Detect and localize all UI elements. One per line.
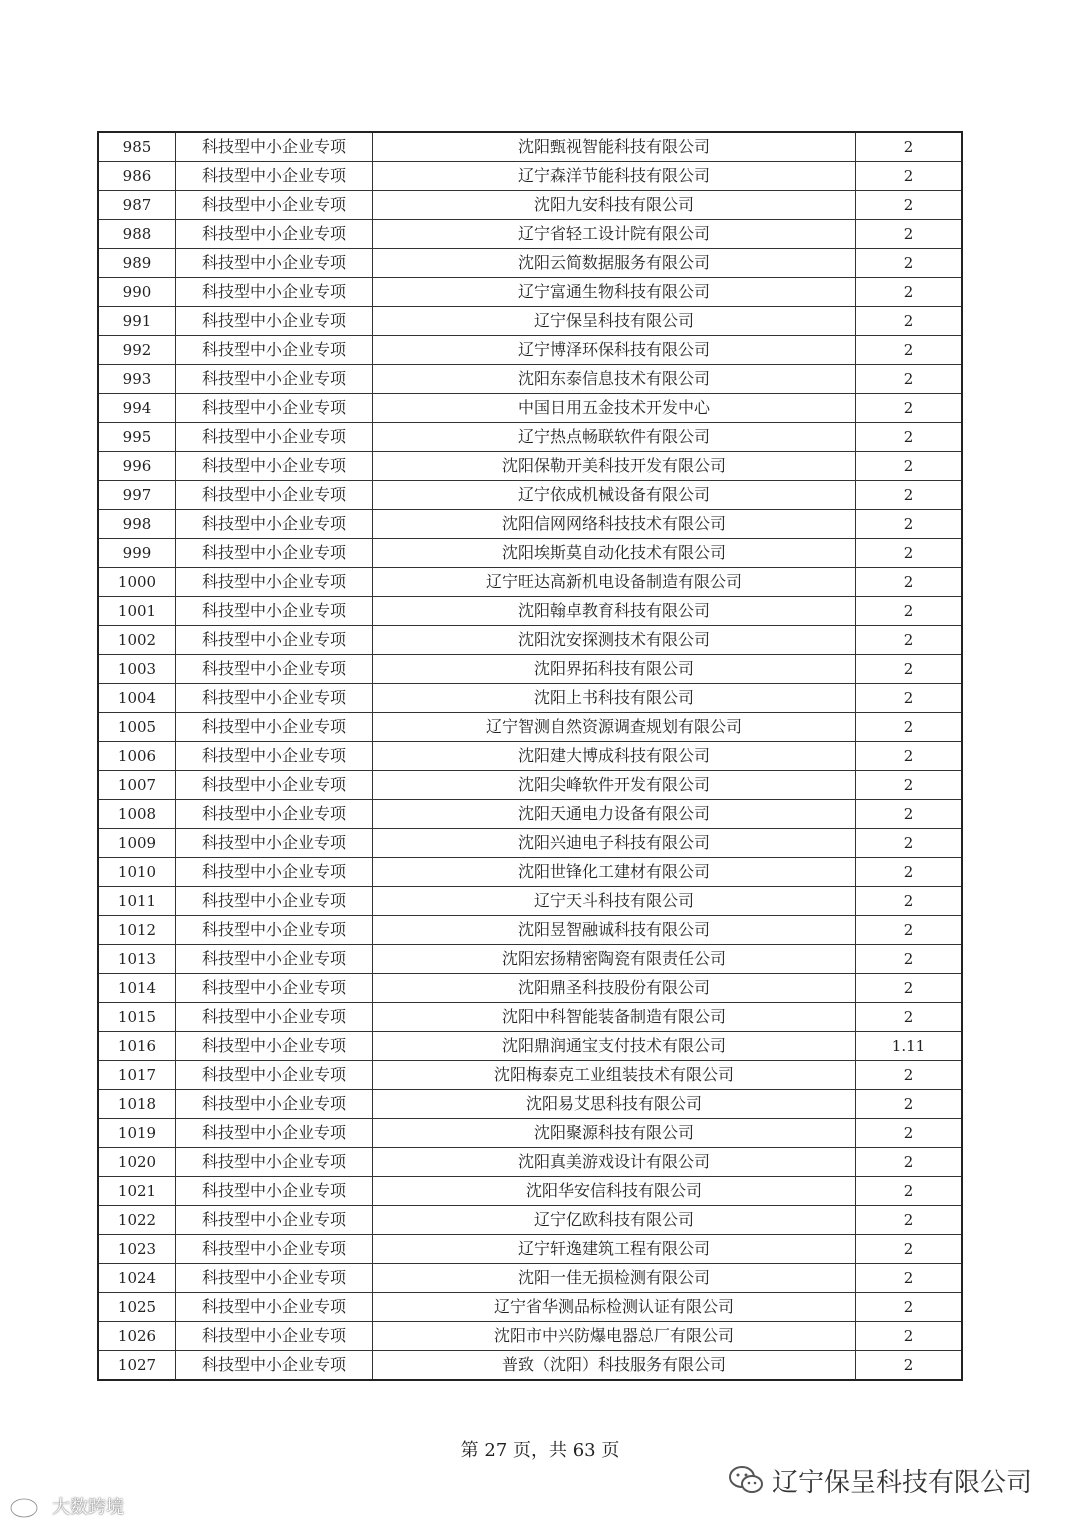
company-name-cell: 沈阳云简数据服务有限公司 [373,249,856,278]
table-row [98,191,962,220]
program-cell: 科技型中小企业专项 [176,1293,373,1322]
company-name-cell: 沈阳华安信科技有限公司 [373,1177,856,1206]
weibo-watermark [8,1491,124,1521]
table-row [98,452,962,481]
program-cell: 科技型中小企业专项 [176,1003,373,1032]
program-cell: 科技型中小企业专项 [176,655,373,684]
amount-cell: 2 [856,1351,963,1381]
table-row [98,249,962,278]
wechat-icon [728,1465,764,1495]
amount-cell: 2 [856,1090,963,1119]
amount-cell: 2 [856,945,963,974]
program-cell: 科技型中小企业专项 [176,800,373,829]
table-row [98,1032,962,1061]
table-row [98,626,962,655]
program-cell: 科技型中小企业专项 [176,162,373,191]
company-name-cell: 辽宁省华测品标检测认证有限公司 [373,1293,856,1322]
weibo-icon [8,1493,48,1519]
program-cell: 科技型中小企业专项 [176,1235,373,1264]
table-row [98,713,962,742]
row-index-cell: 1000 [98,568,176,597]
company-name-cell: 沈阳鼎润通宝支付技术有限公司 [373,1032,856,1061]
row-index-cell: 988 [98,220,176,249]
amount-cell: 2 [856,307,963,336]
row-index-cell: 990 [98,278,176,307]
amount-cell: 2 [856,1003,963,1032]
table-row [98,336,962,365]
table-row [98,858,962,887]
company-name-cell: 沈阳东泰信息技术有限公司 [373,365,856,394]
program-cell: 科技型中小企业专项 [176,945,373,974]
amount-cell: 2 [856,1119,963,1148]
company-name-cell: 辽宁依成机械设备有限公司 [373,481,856,510]
company-name-cell: 沈阳昱智融诚科技有限公司 [373,916,856,945]
row-index-cell: 1025 [98,1293,176,1322]
company-name-cell: 沈阳真美游戏设计有限公司 [373,1148,856,1177]
table-row [98,1090,962,1119]
program-cell: 科技型中小企业专项 [176,829,373,858]
table-row [98,394,962,423]
amount-cell: 2 [856,1206,963,1235]
row-index-cell: 1014 [98,974,176,1003]
row-index-cell: 989 [98,249,176,278]
company-name-cell: 沈阳世锋化工建材有限公司 [373,858,856,887]
amount-cell: 2 [856,1061,963,1090]
wechat-watermark [728,1460,1032,1500]
amount-cell: 2 [856,597,963,626]
company-name-cell: 辽宁智测自然资源调查规划有限公司 [373,713,856,742]
page-number: 第 27 页，共 63 页 [460,1440,620,1461]
amount-cell: 2 [856,916,963,945]
row-index-cell: 986 [98,162,176,191]
program-cell: 科技型中小企业专项 [176,307,373,336]
company-name-cell: 普致（沈阳）科技服务有限公司 [373,1351,856,1381]
amount-cell: 2 [856,655,963,684]
row-index-cell: 1027 [98,1351,176,1381]
amount-cell: 2 [856,510,963,539]
company-name-cell: 沈阳保勒开美科技开发有限公司 [373,452,856,481]
row-index-cell: 1011 [98,887,176,916]
program-cell: 科技型中小企业专项 [176,510,373,539]
amount-cell: 2 [856,1235,963,1264]
table-row [98,1119,962,1148]
amount-cell: 2 [856,887,963,916]
table-row [98,1235,962,1264]
company-name-cell: 辽宁森洋节能科技有限公司 [373,162,856,191]
program-cell: 科技型中小企业专项 [176,713,373,742]
amount-cell: 2 [856,1293,963,1322]
row-index-cell: 1018 [98,1090,176,1119]
amount-cell: 2 [856,800,963,829]
company-name-cell: 辽宁热点畅联软件有限公司 [373,423,856,452]
company-name-cell: 沈阳市中兴防爆电器总厂有限公司 [373,1322,856,1351]
row-index-cell: 1026 [98,1322,176,1351]
program-cell: 科技型中小企业专项 [176,249,373,278]
company-name-cell: 沈阳尖峰软件开发有限公司 [373,771,856,800]
company-name-cell: 辽宁亿欧科技有限公司 [373,1206,856,1235]
table-row [98,771,962,800]
amount-cell: 2 [856,713,963,742]
program-cell: 科技型中小企业专项 [176,1351,373,1381]
table-row [98,945,962,974]
company-name-cell: 辽宁保呈科技有限公司 [373,307,856,336]
amount-cell: 2 [856,394,963,423]
table-row [98,916,962,945]
program-cell: 科技型中小企业专项 [176,481,373,510]
amount-cell: 2 [856,974,963,1003]
company-name-cell: 沈阳一佳无损检测有限公司 [373,1264,856,1293]
program-cell: 科技型中小企业专项 [176,1119,373,1148]
table-row [98,539,962,568]
table-row [98,742,962,771]
amount-cell: 2 [856,336,963,365]
amount-cell: 2 [856,249,963,278]
row-index-cell: 991 [98,307,176,336]
row-index-cell: 1006 [98,742,176,771]
amount-cell: 2 [856,191,963,220]
company-name-cell: 沈阳信网网络科技技术有限公司 [373,510,856,539]
amount-cell: 1.11 [856,1032,963,1061]
program-cell: 科技型中小企业专项 [176,742,373,771]
row-index-cell: 1015 [98,1003,176,1032]
table-row [98,162,962,191]
table-row [98,1351,962,1381]
company-name-cell: 沈阳埃斯莫自动化技术有限公司 [373,539,856,568]
company-name-cell: 中国日用五金技术开发中心 [373,394,856,423]
row-index-cell: 1007 [98,771,176,800]
amount-cell: 2 [856,1177,963,1206]
table-row [98,278,962,307]
amount-cell: 2 [856,1264,963,1293]
row-index-cell: 1020 [98,1148,176,1177]
table-row [98,481,962,510]
table-row [98,1293,962,1322]
amount-cell: 2 [856,162,963,191]
company-name-cell: 沈阳聚源科技有限公司 [373,1119,856,1148]
program-cell: 科技型中小企业专项 [176,191,373,220]
table-row [98,423,962,452]
table-row [98,655,962,684]
table-row [98,220,962,249]
program-cell: 科技型中小企业专项 [176,597,373,626]
table-row [98,597,962,626]
amount-cell: 2 [856,742,963,771]
company-name-cell: 沈阳鼎圣科技股份有限公司 [373,974,856,1003]
amount-cell: 2 [856,220,963,249]
company-name-cell: 辽宁省轻工设计院有限公司 [373,220,856,249]
company-name-cell: 辽宁富通生物科技有限公司 [373,278,856,307]
amount-cell: 2 [856,452,963,481]
row-index-cell: 1004 [98,684,176,713]
row-index-cell: 996 [98,452,176,481]
amount-cell: 2 [856,568,963,597]
row-index-cell: 1017 [98,1061,176,1090]
table-row [98,510,962,539]
program-cell: 科技型中小企业专项 [176,626,373,655]
company-name-cell: 辽宁天斗科技有限公司 [373,887,856,916]
amount-cell: 2 [856,771,963,800]
table-row [98,974,962,1003]
row-index-cell: 1021 [98,1177,176,1206]
row-index-cell: 998 [98,510,176,539]
program-cell: 科技型中小企业专项 [176,771,373,800]
row-index-cell: 1019 [98,1119,176,1148]
funding-table [97,131,963,1381]
row-index-cell: 994 [98,394,176,423]
wechat-watermark-text: 辽宁保呈科技有限公司 [772,1467,1033,1498]
row-index-cell: 1024 [98,1264,176,1293]
row-index-cell: 997 [98,481,176,510]
program-cell: 科技型中小企业专项 [176,887,373,916]
company-name-cell: 辽宁轩逸建筑工程有限公司 [373,1235,856,1264]
program-cell: 科技型中小企业专项 [176,539,373,568]
row-index-cell: 1016 [98,1032,176,1061]
company-name-cell: 沈阳九安科技有限公司 [373,191,856,220]
row-index-cell: 1009 [98,829,176,858]
table-row [98,1206,962,1235]
company-name-cell: 沈阳界拓科技有限公司 [373,655,856,684]
amount-cell: 2 [856,1322,963,1351]
weibo-watermark-text: 大数跨境 [52,1497,124,1518]
amount-cell: 2 [856,829,963,858]
table-row [98,1177,962,1206]
table-row [98,1003,962,1032]
program-cell: 科技型中小企业专项 [176,132,373,162]
program-cell: 科技型中小企业专项 [176,452,373,481]
table-body [98,132,962,1380]
company-name-cell: 辽宁博泽环保科技有限公司 [373,336,856,365]
program-cell: 科技型中小企业专项 [176,423,373,452]
row-index-cell: 1022 [98,1206,176,1235]
amount-cell: 2 [856,481,963,510]
table-row [98,1264,962,1293]
program-cell: 科技型中小企业专项 [176,1061,373,1090]
row-index-cell: 987 [98,191,176,220]
row-index-cell: 995 [98,423,176,452]
row-index-cell: 1005 [98,713,176,742]
amount-cell: 2 [856,278,963,307]
company-name-cell: 沈阳兴迪电子科技有限公司 [373,829,856,858]
row-index-cell: 1001 [98,597,176,626]
table-row [98,887,962,916]
table-row [98,365,962,394]
program-cell: 科技型中小企业专项 [176,684,373,713]
amount-cell: 2 [856,1148,963,1177]
table-row [98,1322,962,1351]
company-name-cell: 沈阳天通电力设备有限公司 [373,800,856,829]
row-index-cell: 985 [98,132,176,162]
amount-cell: 2 [856,539,963,568]
table-row [98,307,962,336]
row-index-cell: 1023 [98,1235,176,1264]
program-cell: 科技型中小企业专项 [176,1177,373,1206]
company-name-cell: 沈阳宏扬精密陶瓷有限责任公司 [373,945,856,974]
program-cell: 科技型中小企业专项 [176,336,373,365]
program-cell: 科技型中小企业专项 [176,394,373,423]
table-row [98,1061,962,1090]
row-index-cell: 1003 [98,655,176,684]
program-cell: 科技型中小企业专项 [176,365,373,394]
amount-cell: 2 [856,858,963,887]
program-cell: 科技型中小企业专项 [176,220,373,249]
program-cell: 科技型中小企业专项 [176,1322,373,1351]
row-index-cell: 1013 [98,945,176,974]
program-cell: 科技型中小企业专项 [176,278,373,307]
amount-cell: 2 [856,132,963,162]
amount-cell: 2 [856,626,963,655]
row-index-cell: 992 [98,336,176,365]
program-cell: 科技型中小企业专项 [176,1090,373,1119]
program-cell: 科技型中小企业专项 [176,916,373,945]
table-row [98,800,962,829]
table-row [98,568,962,597]
company-name-cell: 沈阳翰卓教育科技有限公司 [373,597,856,626]
row-index-cell: 999 [98,539,176,568]
program-cell: 科技型中小企业专项 [176,974,373,1003]
table-row [98,829,962,858]
program-cell: 科技型中小企业专项 [176,1206,373,1235]
row-index-cell: 1010 [98,858,176,887]
program-cell: 科技型中小企业专项 [176,1032,373,1061]
company-name-cell: 沈阳上书科技有限公司 [373,684,856,713]
table-row [98,132,962,162]
company-name-cell: 沈阳梅泰克工业组装技术有限公司 [373,1061,856,1090]
company-name-cell: 沈阳甄视智能科技有限公司 [373,132,856,162]
company-name-cell: 沈阳建大博成科技有限公司 [373,742,856,771]
company-name-cell: 沈阳沈安探测技术有限公司 [373,626,856,655]
row-index-cell: 1002 [98,626,176,655]
table-row [98,1148,962,1177]
amount-cell: 2 [856,365,963,394]
row-index-cell: 1008 [98,800,176,829]
program-cell: 科技型中小企业专项 [176,858,373,887]
program-cell: 科技型中小企业专项 [176,568,373,597]
company-name-cell: 沈阳易艾思科技有限公司 [373,1090,856,1119]
table-row [98,684,962,713]
program-cell: 科技型中小企业专项 [176,1148,373,1177]
company-name-cell: 沈阳中科智能装备制造有限公司 [373,1003,856,1032]
row-index-cell: 993 [98,365,176,394]
amount-cell: 2 [856,684,963,713]
company-name-cell: 辽宁旺达高新机电设备制造有限公司 [373,568,856,597]
amount-cell: 2 [856,423,963,452]
program-cell: 科技型中小企业专项 [176,1264,373,1293]
row-index-cell: 1012 [98,916,176,945]
